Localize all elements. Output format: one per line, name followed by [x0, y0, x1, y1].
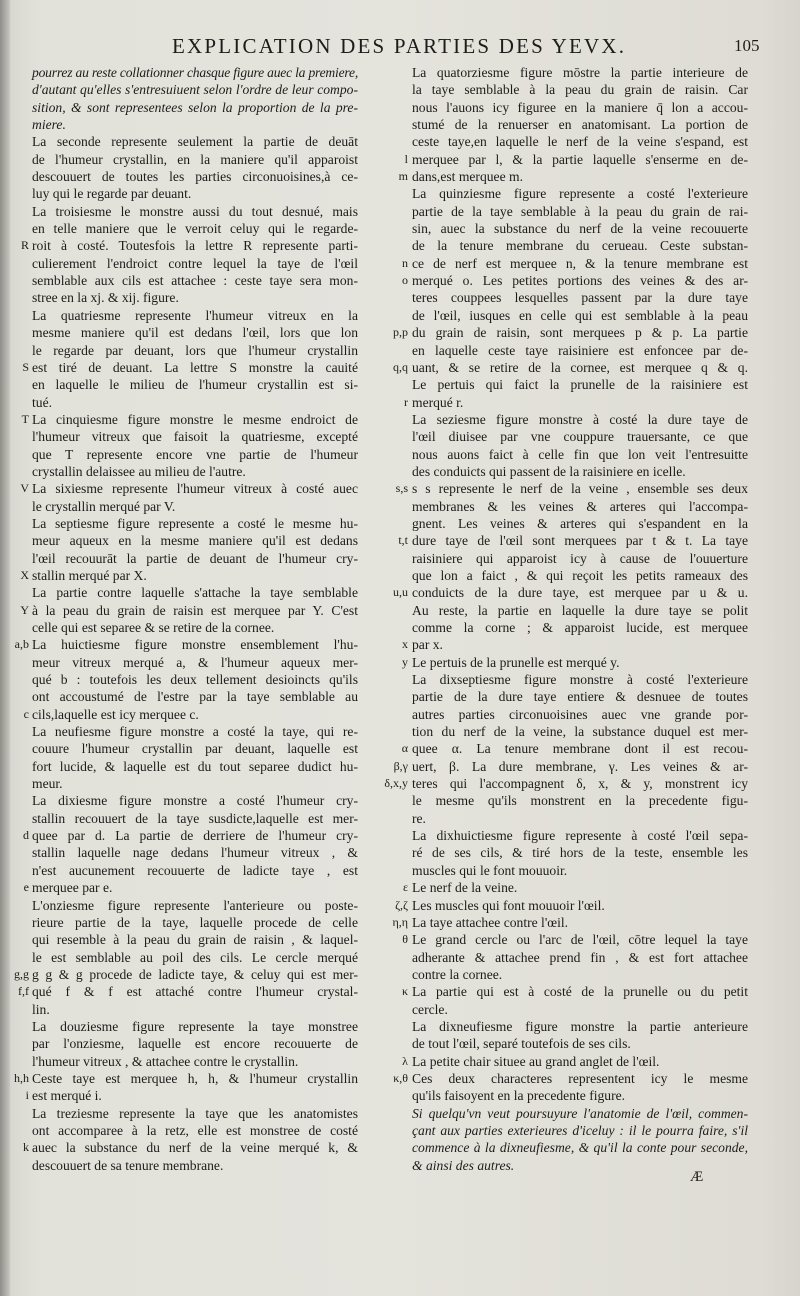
margin-letter: ε — [402, 880, 408, 895]
line-text: que T represente encore vne partie de l'humeur — [32, 446, 358, 462]
text-line — [395, 480, 748, 497]
text-line — [32, 289, 358, 306]
line-text: autres parties circonuoisines auec vne grande por- — [412, 706, 748, 722]
text-line — [32, 584, 358, 601]
line-text: Ceste taye est merquee h, h, & l'humeur crystallin — [32, 1070, 358, 1086]
text-line — [32, 775, 358, 792]
text-line — [412, 515, 748, 532]
line-text: en laquelle le milieu de l'humeur crystallin est si- — [32, 377, 358, 393]
text-line — [32, 394, 358, 411]
text-line — [412, 1018, 748, 1035]
line-text: de tout l'œil, separé toutefois de ses cils. — [412, 1036, 631, 1052]
text-line — [412, 671, 748, 688]
line-text: La neufiesme figure monstre a costé la taye, qui re- — [32, 724, 358, 740]
margin-letter: η,η — [392, 914, 408, 929]
line-text: roit à costé. Toutesfois la lettre R represente parti- — [32, 238, 358, 254]
text-line — [412, 1122, 748, 1139]
line-text: quee α. La tenure membrane dont il est recou- — [412, 741, 748, 757]
line-text: par l'onziesme, laquelle est encore recouuerte de — [32, 1036, 358, 1052]
line-text: le regarde par deuant, lors que l'humeur crystallin — [32, 342, 358, 358]
text-line — [32, 428, 358, 445]
line-text: La seziesme figure monstre à costé la dure taye de — [412, 411, 748, 427]
text-line — [412, 723, 748, 740]
line-text: n'est aucunement recouuerte de ladicte taye , est — [32, 862, 358, 878]
text-line — [412, 792, 748, 809]
line-text: meur vitreux merqué a, & l'humeur aqueux mer- — [32, 654, 358, 670]
line-text: stallin recouuert de la taye susdicte,laquelle est mer- — [32, 810, 358, 826]
margin-letter: i — [25, 1088, 29, 1103]
margin-letter: α — [401, 741, 408, 756]
text-line — [20, 237, 358, 254]
text-line — [32, 810, 358, 827]
text-line — [18, 983, 358, 1000]
line-text: stree en la xj. & xij. figure. — [32, 290, 179, 306]
line-text: La quatorziesme figure mōstre la partie interieure de — [412, 65, 748, 80]
margin-letter: d — [23, 828, 29, 843]
line-text: qu'ils faisoyent en la precedente figure. — [412, 1088, 626, 1104]
line-text: miere. — [32, 117, 66, 133]
text-line — [393, 584, 748, 601]
text-line — [32, 949, 358, 966]
line-text: qué b : toutefois les deux tellement desioincts qu'ils — [32, 672, 358, 688]
line-text: gnent. Les veines & arteres qui s'espandent en la — [412, 515, 748, 531]
text-line — [32, 740, 358, 757]
line-text: La dixhuictiesme figure represente à costé l'œil sepa- — [412, 828, 748, 844]
text-line — [412, 203, 748, 220]
text-line — [412, 619, 748, 636]
text-line — [412, 706, 748, 723]
line-text: Ces deux characteres representent icy le mesme — [412, 1070, 748, 1086]
page-number: 105 — [734, 36, 760, 55]
text-line — [21, 411, 358, 428]
line-text: semblable aux cils est attachee : ceste taye sera mon- — [32, 273, 358, 289]
text-line — [32, 185, 358, 202]
line-text: Le nerf de la veine. — [412, 880, 518, 896]
text-line — [412, 810, 748, 827]
text-line — [32, 151, 358, 168]
text-line — [402, 636, 748, 653]
margin-letter: T — [21, 411, 29, 426]
line-text: raisiniere qui apparoist icy à cause de l'ouuerture — [412, 550, 748, 566]
line-text: conduicts de la dure taye, est merquee par u & u. — [412, 585, 748, 601]
line-text: des conduicts qui passent de la raisiniere en icelle. — [412, 463, 686, 479]
line-text: de l'humeur crystallin, en la maniere qu'il apparoist — [32, 151, 358, 167]
line-text: cils,laquelle est icy merquee c. — [32, 706, 199, 722]
line-text: nous l'auons icy figuree en la maniere q̄ lon a accou- — [412, 99, 748, 115]
text-line — [412, 428, 748, 445]
line-text: en telle maniere que le verroit celuy qui le regarde- — [32, 221, 358, 237]
line-text: uert, β. La dure membrane, γ. Les veines & ar- — [412, 758, 748, 774]
text-line — [32, 532, 358, 549]
line-text: qui resemble à la peau du grain de raisin , & laquel- — [32, 932, 358, 948]
text-line — [23, 827, 358, 844]
line-text: mesme maniere qu'il est dedans l'œil, lors que lon — [32, 325, 358, 341]
margin-letter: t,t — [398, 533, 408, 548]
line-text: merquee par e. — [32, 880, 113, 896]
text-line — [32, 116, 358, 133]
margin-letter: V — [20, 481, 29, 496]
line-text: merqué o. Les petites portions des veines & des ar- — [412, 273, 748, 289]
line-text: le crystallin merqué par V. — [32, 498, 176, 514]
line-text: contre la cornee. — [412, 966, 503, 982]
text-line — [412, 133, 748, 150]
text-line — [32, 862, 358, 879]
line-text: commence à la dixneufiesme, & qu'il la conte pour seconde, — [412, 1140, 748, 1156]
text-line — [401, 740, 748, 757]
text-line — [402, 879, 748, 896]
line-text: descouuert de toutes les parties circonuoisines,à ce- — [32, 169, 358, 185]
line-text: meur aqueux en la mesme maniere qu'il est dedans — [32, 533, 358, 549]
line-text: adherante & attachee prend fin , & est fort attachee — [412, 949, 748, 965]
text-line — [392, 914, 748, 931]
line-text: stumé de la renuerser en anatomisant. La portion de — [412, 117, 748, 133]
line-text: en laquelle ceste taye raisiniere est enfoncee par de- — [412, 342, 748, 358]
text-line — [412, 446, 748, 463]
margin-letter: X — [20, 567, 29, 582]
text-line — [32, 1001, 358, 1018]
text-line — [32, 446, 358, 463]
line-text: La troisiesme le monstre aussi du tout desnué, mais — [32, 203, 358, 219]
text-line — [32, 498, 358, 515]
text-line — [412, 688, 748, 705]
margin-letter: S — [22, 359, 29, 374]
line-text: couure l'humeur crystallin par deuant, laquelle est — [32, 741, 358, 757]
margin-letter: λ — [402, 1053, 408, 1068]
text-line — [412, 307, 748, 324]
line-text: muscles qui le font mouuoir. — [412, 862, 568, 878]
line-text: partie de la taye semblable à la peau du grain de rai- — [412, 203, 748, 219]
text-line — [32, 64, 358, 81]
line-text: Le grand cercle ou l'arc de l'œil, cōtre lequel la taye — [412, 932, 748, 948]
text-line — [32, 81, 358, 98]
line-text: dure taye de l'œil sont merquees par t & t. La taye — [412, 533, 748, 549]
line-text: le mesme qu'ils monstrent en la precedente figu- — [412, 793, 748, 809]
margin-letter: f,f — [18, 984, 29, 999]
text-line — [32, 342, 358, 359]
line-text: L'onziesme figure represente l'anterieure ou poste- — [32, 897, 358, 913]
line-text: qué f & f est attaché contre l'humeur crystal- — [32, 984, 358, 1000]
line-text: est tiré de deuant. La lettre S monstre la cauité — [32, 359, 358, 375]
line-text: La huictiesme figure monstre ensemblement l'hu- — [32, 637, 358, 653]
text-line — [20, 567, 358, 584]
text-line — [32, 1157, 358, 1174]
text-line — [412, 1001, 748, 1018]
text-line — [32, 307, 358, 324]
text-line — [32, 324, 358, 341]
line-text: çant aux parties exterieures d'iceluy : il le pourra faire, s'il — [412, 1122, 748, 1138]
text-line — [14, 1070, 358, 1087]
line-text: Le pertuis qui faict la prunelle de la raisiniere est — [412, 377, 748, 393]
margin-letter: θ — [402, 932, 408, 947]
text-line — [412, 1087, 748, 1104]
line-text: tué. — [32, 394, 53, 410]
line-text: ce de nerf est merquee n, & la tenure membrane est — [412, 255, 748, 271]
text-line — [412, 99, 748, 116]
line-text: merquee par l, & la partie laquelle s'enserme en de- — [412, 151, 748, 167]
margin-letter: u,u — [393, 585, 408, 600]
line-text: d'autant qu'elles s'entresuiuent selon l'ordre de leur compo- — [32, 82, 358, 98]
text-line — [32, 272, 358, 289]
text-line — [412, 411, 748, 428]
text-line — [398, 532, 748, 549]
line-text: La cinquiesme figure monstre le mesme endroict de — [32, 411, 358, 427]
text-line — [32, 515, 358, 532]
line-text: auec la substance du nerf de la veine merqué k, & — [32, 1140, 358, 1156]
text-line — [32, 619, 358, 636]
text-line — [32, 1105, 358, 1122]
line-text: Le pertuis de la prunelle est merqué y. — [412, 654, 620, 670]
line-text: le est semblable au poil des cils. Le cercle merqué — [32, 949, 358, 965]
text-line — [22, 359, 358, 376]
line-text: g g & g procede de ladicte taye, & celuy qui est mer- — [32, 966, 358, 982]
text-line — [393, 324, 748, 341]
line-text: à la peau du grain de raisin est merquee par Y. C'est — [32, 602, 358, 618]
text-line — [412, 1105, 748, 1122]
line-text: de la tenure membrane du cerueau. Ceste substan- — [412, 238, 748, 254]
text-line — [412, 64, 748, 81]
margin-letter: s,s — [395, 481, 408, 496]
margin-letter: β,γ — [393, 758, 408, 773]
text-line — [384, 775, 748, 792]
running-head: EXPLICATION DES PARTIES DES YEVX. — [172, 34, 627, 58]
line-text: La petite chair situee au grand anglet de l'œil. — [412, 1053, 660, 1069]
text-line — [32, 931, 358, 948]
margin-letter: κ — [401, 984, 408, 999]
text-line — [32, 1018, 358, 1035]
line-text: membranes & les veines & arteres qui l'accompa- — [412, 498, 748, 514]
line-text: l'œil diuisee par vne couppure trauersante, ce que — [412, 429, 748, 445]
text-line — [25, 1087, 358, 1104]
line-text: Si quelqu'vn veut poursuyure l'anatomie de l'œil, commen- — [412, 1105, 748, 1121]
text-line — [412, 966, 748, 983]
text-line — [412, 237, 748, 254]
margin-letter: c — [23, 706, 29, 721]
line-text: comme la corne ; & apparoist lucide, est merquee — [412, 620, 748, 635]
line-text: culierement l'endroict contre lequel la taye de l'œil — [32, 255, 358, 271]
line-text: La quatriesme represente l'humeur vitreux en la — [32, 307, 358, 323]
line-text: l'œil recouurāt la partie de deuant de l'humeur cry- — [32, 550, 358, 566]
text-line — [32, 897, 358, 914]
line-text: du grain de raisin, sont merquees p & p. La partie — [412, 325, 748, 341]
margin-letter: m — [398, 169, 408, 184]
text-line — [32, 376, 358, 393]
text-line — [412, 185, 748, 202]
text-line — [401, 983, 748, 1000]
line-text: crystallin delaissee au milieu de l'autre. — [32, 463, 246, 479]
text-line — [32, 1053, 358, 1070]
line-text: pourrez au reste collationner chasque figure auec la premiere, — [32, 65, 359, 80]
text-line — [32, 99, 358, 116]
text-line — [32, 758, 358, 775]
text-line — [402, 272, 748, 289]
margin-letter: q,q — [393, 359, 408, 374]
line-text: quee par d. La partie de derriere de l'humeur cry- — [32, 828, 358, 844]
margin-letter: R — [20, 238, 29, 253]
margin-letter: k — [23, 1140, 29, 1155]
line-text: La douziesme figure represente la taye monstree — [32, 1018, 358, 1034]
text-line — [23, 1139, 358, 1156]
line-text: La septiesme figure represente a costé le mesme hu- — [32, 515, 358, 531]
text-line — [20, 480, 358, 497]
text-line — [14, 966, 358, 983]
text-line — [402, 931, 748, 948]
margin-letter: h,h — [14, 1070, 29, 1085]
text-line — [404, 394, 748, 411]
text-line — [32, 688, 358, 705]
text-line — [412, 463, 748, 480]
text-line — [412, 498, 748, 515]
binding-gutter — [0, 0, 10, 1296]
line-text: ont accoustumé de l'estre par la taye semblable au — [32, 689, 358, 705]
text-line — [412, 342, 748, 359]
text-line — [412, 289, 748, 306]
text-line — [32, 133, 358, 150]
text-line — [32, 844, 358, 861]
margin-letter: Y — [20, 602, 29, 617]
text-line — [393, 359, 748, 376]
line-text: Les muscles qui font mouuoir l'œil. — [412, 897, 605, 913]
line-text: La sixiesme represente l'humeur vitreux à costé auec — [32, 481, 358, 497]
line-text: La dixseptiesme figure monstre à costé l'exterieure — [412, 672, 748, 688]
margin-letter: o — [402, 273, 408, 288]
line-text: lin. — [32, 1001, 50, 1017]
line-text: dans,est merquee m. — [412, 169, 523, 185]
margin-letter: y — [402, 654, 408, 669]
line-text: ont accomparee à la retz, elle est monstree de costé — [32, 1122, 358, 1138]
text-line — [393, 1070, 748, 1087]
text-line — [398, 168, 748, 185]
text-line — [412, 376, 748, 393]
line-text: nous auons faict à celle fin que lon veit l'entresuitte — [412, 446, 748, 462]
line-text: rieure partie de la taye, laquelle procede de celle — [32, 914, 358, 930]
line-text: tion du nerf de la veine, la substance duquel est mer- — [412, 724, 748, 740]
line-text: ceste taye,en laquelle le nerf de la veine s'espand, est — [412, 134, 748, 150]
line-text: La quinziesme figure represente a costé l'exterieure — [412, 186, 748, 202]
page-header — [0, 34, 800, 64]
line-text: uant, & se retire de la cornee, est merquee q & q. — [412, 359, 748, 375]
text-line — [20, 602, 358, 619]
line-text: sition, & sont representees selon la proportion de la pre- — [32, 99, 358, 115]
margin-letter: r — [404, 394, 408, 409]
line-text: par x. — [412, 637, 443, 653]
line-text: stallin laquelle nage dedans l'humeur vitreux , & — [32, 845, 358, 861]
line-text: La partie contre laquelle s'attache la taye semblable — [32, 585, 358, 601]
margin-letter: ζ,ζ — [395, 897, 408, 912]
line-text: teres qui l'accompagnent δ, x, & y, monstrent icy — [412, 776, 748, 792]
margin-letter: δ,x,y — [384, 776, 408, 791]
text-line — [412, 220, 748, 237]
text-line — [32, 220, 358, 237]
text-line — [14, 636, 358, 653]
text-line — [393, 758, 748, 775]
line-text: merqué r. — [412, 394, 464, 410]
margin-letter: x — [402, 637, 408, 652]
line-text: cercle. — [412, 1001, 448, 1017]
line-text: partie de la dure taye entiere & desnuee de toutes — [412, 689, 748, 705]
catchword: Æ — [690, 1169, 704, 1185]
line-text: La taye attachee contre l'œil. — [412, 914, 569, 930]
line-text: de l'œil, iusques en celle qui est semblable à la peau — [412, 307, 748, 323]
margin-letter: n — [402, 255, 408, 270]
line-text: que lon a faict , & qui reçoit les petits rameaux des — [412, 567, 748, 583]
text-line — [23, 879, 358, 896]
margin-letter: a,b — [14, 637, 29, 652]
line-text: re. — [412, 810, 426, 826]
line-text: l'humeur vitreux que faisoit la quatriesme, excepté — [32, 429, 358, 445]
margin-letter: g,g — [14, 966, 29, 981]
text-line — [32, 203, 358, 220]
line-text: est merqué i. — [32, 1088, 102, 1104]
left-text-column — [14, 64, 359, 1174]
text-line — [32, 654, 358, 671]
text-line — [412, 602, 748, 619]
text-line — [32, 550, 358, 567]
line-text: l'humeur vitreux , & attachee contre le crystallin. — [32, 1053, 299, 1069]
line-text: La dixneufiesme figure monstre la partie anterieure — [412, 1018, 748, 1034]
line-text: descouuert de sa tenure membrane. — [32, 1157, 224, 1173]
text-line — [412, 862, 748, 879]
line-text: La partie qui est à costé de la prunelle ou du petit — [412, 984, 748, 1000]
text-line — [32, 255, 358, 272]
line-text: la taye semblable à la peau du grain de raisin. Car — [412, 82, 748, 98]
text-line — [412, 1035, 748, 1052]
right-text-column — [384, 64, 748, 1174]
line-text: & ainsi des autres. — [412, 1157, 515, 1173]
line-text: ré de ses cils, & tiré hors de la teste, ensemble les — [412, 845, 748, 861]
text-line — [412, 844, 748, 861]
margin-letter: e — [23, 880, 29, 895]
text-line — [32, 792, 358, 809]
line-text: La seconde represente seulement la partie de deuāt — [32, 134, 358, 150]
line-text: s s represente le nerf de la veine , ensemble ses deux — [412, 481, 748, 497]
line-text: fort lucide, & laquelle est du tout separee dudict hu- — [32, 758, 358, 774]
line-text: sin, auec la substance du nerf de la veine recouuerte — [412, 221, 748, 237]
text-line — [412, 116, 748, 133]
text-line — [402, 255, 748, 272]
line-text: celle qui est separee & se retire de la cornee. — [32, 620, 275, 635]
line-text: teres couppees lesquelles passent par la dure taye — [412, 290, 748, 306]
text-line — [395, 897, 748, 914]
line-text: La dixiesme figure monstre a costé l'humeur cry- — [32, 793, 358, 809]
text-line — [23, 706, 358, 723]
line-text: stallin merqué par X. — [32, 567, 147, 583]
text-line — [412, 550, 748, 567]
text-line — [32, 671, 358, 688]
text-line — [412, 827, 748, 844]
text-line — [412, 81, 748, 98]
text-line — [412, 1139, 748, 1156]
line-text: Au reste, la partie en laquelle la dure taye se polit — [412, 602, 748, 618]
margin-letter: κ,θ — [393, 1070, 408, 1085]
text-line — [404, 151, 748, 168]
text-line — [32, 1122, 358, 1139]
text-line — [32, 463, 358, 480]
line-text: La treziesme represente la taye que les anatomistes — [32, 1105, 358, 1121]
line-text: meur. — [32, 776, 63, 792]
margin-letter: l — [404, 151, 408, 166]
text-line — [32, 168, 358, 185]
text-line — [412, 567, 748, 584]
text-line — [32, 914, 358, 931]
line-text: luy qui le regarde par deuant. — [32, 186, 192, 202]
text-line — [32, 723, 358, 740]
text-line — [402, 1053, 748, 1070]
text-line — [402, 654, 748, 671]
text-line — [32, 1035, 358, 1052]
text-line — [412, 949, 748, 966]
margin-letter: p,p — [393, 325, 408, 340]
